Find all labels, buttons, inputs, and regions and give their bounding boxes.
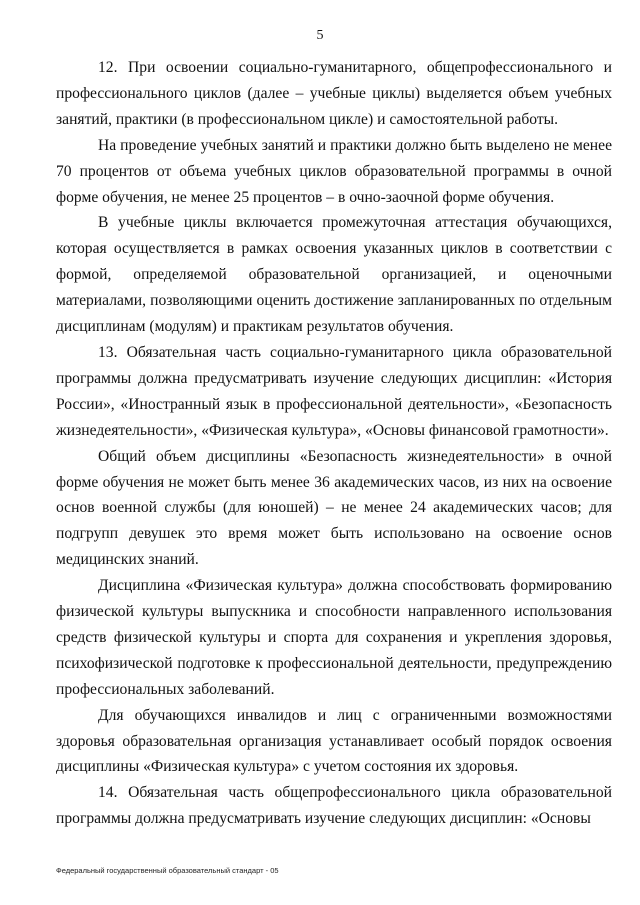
page-footer: Федеральный государственный образовательный стандарт - 05 xyxy=(56,866,279,875)
page-number: 5 xyxy=(316,28,324,43)
paragraph-12-intro: 12. При освоении социально-гуманитарного, общепрофессионального и профессионального циклов (далее – учебные циклы) выделяется объем учебных занятий, практики (в профессиональном цикле) и самостоятельной работы. xyxy=(56,59,612,128)
paragraph-life-safety-hours: Общий объем дисциплины «Безопасность жизнедеятельности» в очной форме обучения не может быть менее 36 академических часов, из них на освоение основ военной службы (для юношей) – не менее 24 академических часов; для подгрупп девушек это время может быть использовано на освоение основ медицинских знаний. xyxy=(56,447,612,569)
paragraph-practice-share: На проведение учебных занятий и практики должно быть выделено не менее 70 процентов от объема учебных циклов образовательной программы в очной форме обучения, не менее 25 процентов – в очно-заочной форме обучения. xyxy=(56,136,612,206)
paragraph-13-disciplines: 13. Обязательная часть социально-гуманитарного цикла образовательной программы должна предусматривать изучение следующих дисциплин: «История России», «Иностранный язык в профессиональной деятельности», «Безопасность жизнедеятельности», «Физическая культура», «Основы финансовой грамотности». xyxy=(56,343,612,439)
paragraph-attestation: В учебные циклы включается промежуточная аттестация обучающихся, которая осуществляется в рамках освоения указанных циклов в соответствии с формой, определяемой образовательной организацией, и оценочными материалами, позволяющими оценить достижение запланированных по отдельным дисциплинам (модулям) и практикам результатов обучения. xyxy=(56,214,612,336)
document-body xyxy=(56,55,612,832)
paragraph-14-general-prof: 14. Обязательная часть общепрофессионального цикла образовательной программы должна предусматривать изучение следующих дисциплин: «Основы xyxy=(56,784,612,828)
paragraph-physical-culture: Дисциплина «Физическая культура» должна способствовать формированию физической культуры выпускника и способности направленного использования средств физической культуры и спорта для сохранения и укрепления здоровья, психофизической подготовке к профессиональной деятельности, предупреждению профессиональных заболеваний. xyxy=(56,577,612,698)
paragraph-disabled-students: Для обучающихся инвалидов и лиц с ограниченными возможностями здоровья образовательная организация устанавливает особый порядок освоения дисциплины «Физическая культура» с учетом состояния их здоровья. xyxy=(56,706,612,776)
